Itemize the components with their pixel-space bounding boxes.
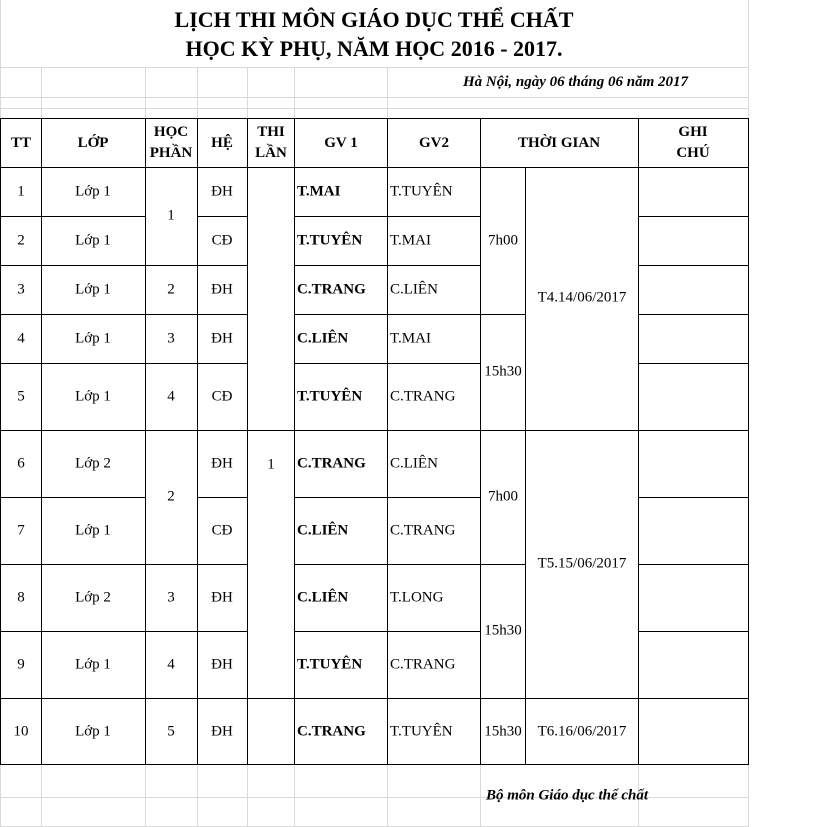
cell-he: CĐ <box>211 388 233 405</box>
header-he: HỆ <box>211 135 233 151</box>
cell-gv2: C.TRANG <box>390 522 456 539</box>
header-gv2: GV2 <box>419 135 449 151</box>
cell-gio: 7h00 <box>488 232 518 249</box>
cell-ngay: T4.14/06/2017 <box>537 289 627 306</box>
cell-lop: Lớp 1 <box>75 281 111 298</box>
cell-gio: 15h30 <box>484 723 522 740</box>
cell-gv2: C.TRANG <box>390 656 456 673</box>
date-line: Hà Nội, ngày 06 tháng 06 năm 2017 <box>462 74 688 90</box>
cell-he: ĐH <box>211 656 233 673</box>
header-hoc-phan-1: HỌC <box>153 124 189 140</box>
footer-department: Bộ môn Giáo dục thể chất <box>485 787 649 804</box>
cell-gv1: C.LIÊN <box>297 589 349 606</box>
cell-ngay: T6.16/06/2017 <box>537 723 627 740</box>
cell-gv2: C.TRANG <box>390 388 456 405</box>
cell-gv2: T.LONG <box>390 589 444 606</box>
cell-tt: 9 <box>17 656 25 673</box>
cell-gv1: C.TRANG <box>297 455 366 472</box>
cell-gv2: T.TUYÊN <box>390 723 453 740</box>
cell-he: CĐ <box>211 232 233 249</box>
cell-tt: 4 <box>17 330 25 347</box>
cell-gv1: T.MAI <box>297 183 341 200</box>
cell-gv2: T.MAI <box>390 232 431 249</box>
cell-hoc-phan: 3 <box>167 330 175 347</box>
cell-gv1: T.TUYÊN <box>297 388 363 405</box>
cell-gv2: C.LIÊN <box>390 281 438 298</box>
cell-he: ĐH <box>211 589 233 606</box>
cell-gio: 15h30 <box>484 363 522 380</box>
title-line-2: HỌC KỲ PHỤ, NĂM HỌC 2016 - 2017. <box>185 36 563 61</box>
header-thi-lan-2: LẦN <box>255 145 287 161</box>
header-thoi-gian: THỜI GIAN <box>517 135 601 151</box>
cell-tt: 3 <box>17 281 25 298</box>
title-line-1: LỊCH THI MÔN GIÁO DỤC THỂ CHẤT <box>174 7 574 32</box>
cell-gv1: C.TRANG <box>297 281 366 298</box>
cell-lop: Lớp 1 <box>75 183 111 200</box>
cell-lop: Lớp 1 <box>75 656 111 673</box>
cell-hoc-phan: 5 <box>167 723 175 740</box>
cell-he: CĐ <box>211 522 233 539</box>
cell-he: ĐH <box>211 281 233 298</box>
cell-gio: 15h30 <box>484 622 522 639</box>
cell-hoc-phan: 4 <box>167 388 175 405</box>
header-tt: TT <box>10 135 32 151</box>
cell-gv2: T.TUYÊN <box>390 183 453 200</box>
cell-tt: 6 <box>17 455 25 472</box>
cell-tt: 7 <box>17 522 25 539</box>
cell-hoc-phan: 4 <box>167 656 175 673</box>
cell-gv1: C.LIÊN <box>297 330 349 347</box>
cell-lop: Lớp 1 <box>75 388 111 405</box>
cell-tt: 10 <box>13 723 29 740</box>
cell-hoc-phan: 3 <box>167 589 175 606</box>
cell-lop: Lớp 2 <box>75 589 111 606</box>
cell-gv2: T.MAI <box>390 330 431 347</box>
cell-lop: Lớp 1 <box>75 522 111 539</box>
cell-hoc-phan: 2 <box>167 281 175 298</box>
cell-lop: Lớp 1 <box>75 232 111 249</box>
cell-gv1: T.TUYÊN <box>297 232 363 249</box>
cell-hoc-phan: 1 <box>167 207 175 224</box>
cell-ngay: T5.15/06/2017 <box>537 555 627 572</box>
header-lop: LỚP <box>77 135 109 151</box>
cell-tt: 1 <box>17 183 25 200</box>
cell-gv1: T.TUYÊN <box>297 656 363 673</box>
cell-tt: 5 <box>17 388 25 405</box>
cell-he: ĐH <box>211 330 233 347</box>
header-ghi-chu-2: CHÚ <box>676 145 710 161</box>
cell-lop: Lớp 2 <box>75 455 111 472</box>
cell-he: ĐH <box>211 183 233 200</box>
cell-tt: 2 <box>17 232 25 249</box>
cell-hoc-phan: 2 <box>167 488 175 505</box>
cell-he: ĐH <box>211 723 233 740</box>
cell-he: ĐH <box>211 455 233 472</box>
cell-tt: 8 <box>17 589 25 606</box>
header-thi-lan-1: THI <box>257 124 285 140</box>
header-ghi-chu-1: GHI <box>678 124 708 140</box>
cell-gv1: C.LIÊN <box>297 522 349 539</box>
cell-lop: Lớp 1 <box>75 330 111 347</box>
header-gv1: GV 1 <box>324 135 358 151</box>
cell-gv2: C.LIÊN <box>390 455 438 472</box>
header-hoc-phan-2: PHẦN <box>149 145 193 161</box>
cell-lop: Lớp 1 <box>75 723 111 740</box>
cell-gio: 7h00 <box>488 488 518 505</box>
cell-gv1: C.TRANG <box>297 723 366 740</box>
cell-thi-lan: 1 <box>267 456 275 473</box>
